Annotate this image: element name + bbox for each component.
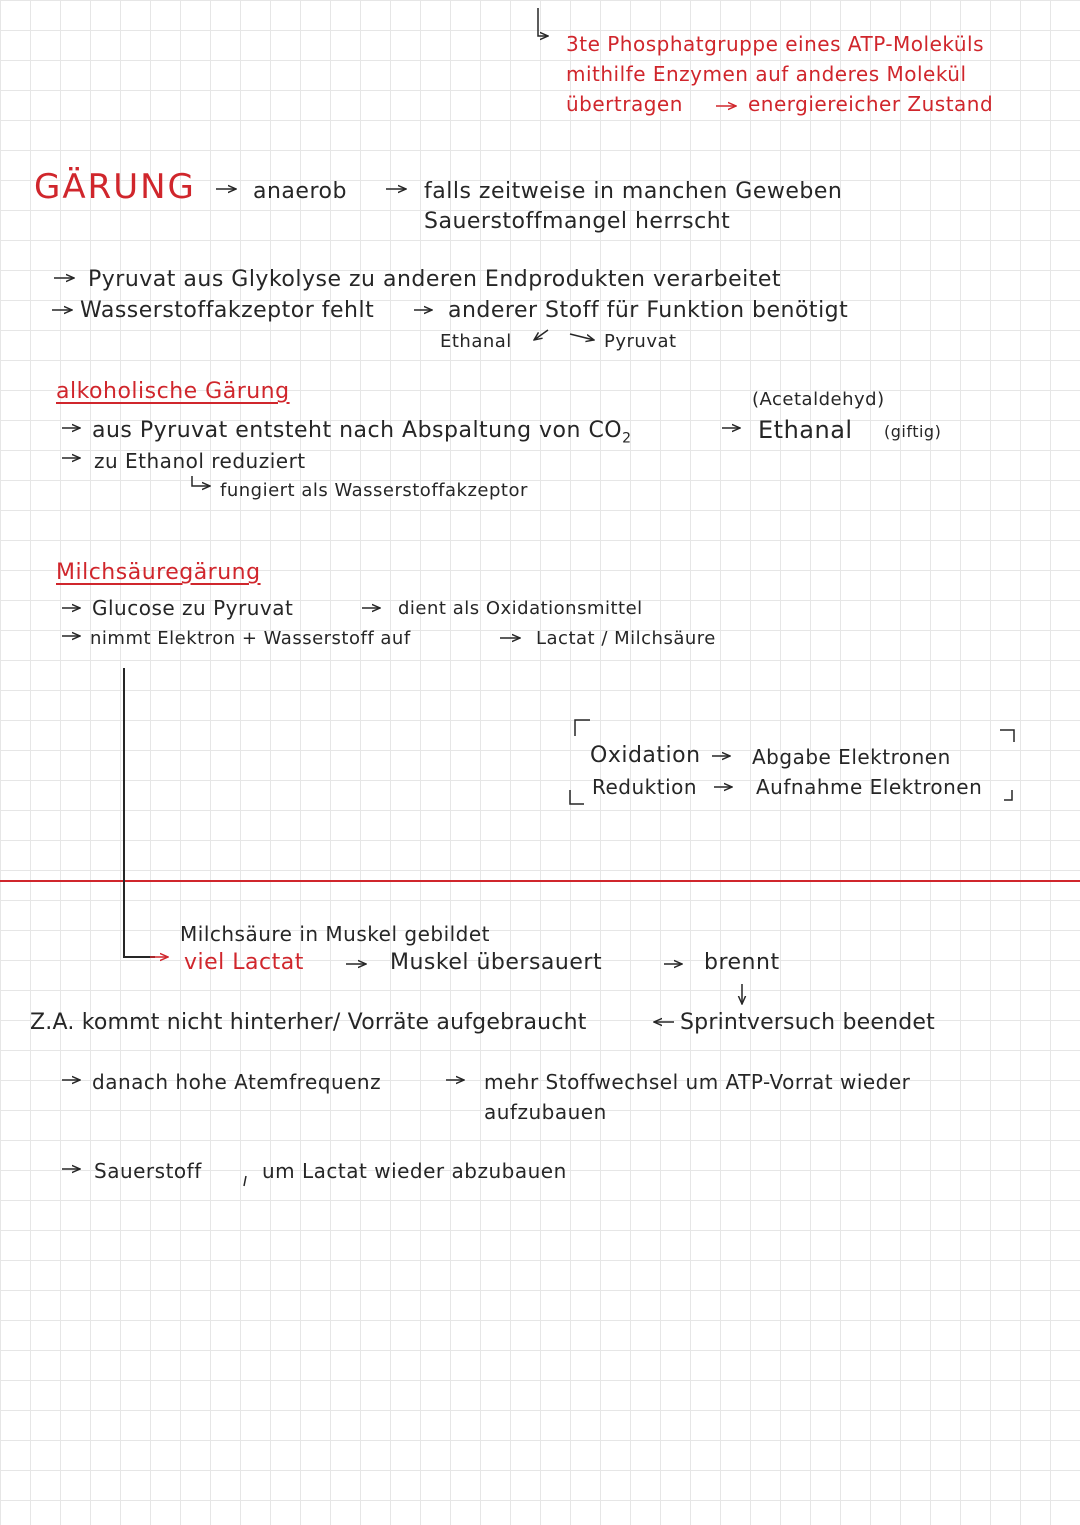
alkohol-line-1-text: aus Pyruvat entsteht nach Abspaltung von CO [92,418,623,443]
acetaldehyd-label: (Acetaldehyd) [752,389,885,410]
top-note-line-2: mithilfe Enzymen auf anderes Molekül [566,62,967,86]
hook-arrow-top [538,8,548,36]
stoffwechsel-line-1: mehr Stoffwechsel um ATP-Vorrat wieder [484,1070,911,1094]
muskel-uebersauert: Muskel übersauert [390,950,603,975]
milch-heading: Milchsäuregärung [56,560,261,585]
top-note-line-1: 3te Phosphatgruppe eines ATP-Moleküls [566,32,985,56]
falls-line-1: falls zeitweise in manchen Geweben [424,179,843,204]
atemfrequenz-line: danach hohe Atemfrequenz [92,1070,382,1094]
bracket-bottom-right [1004,790,1012,800]
milch-line-1a: Glucose zu Pyruvat [92,596,294,620]
bracket-top-right [1000,730,1014,742]
hook-arrow-fungiert [192,476,210,486]
milch-line-1b: dient als Oxidationsmittel [398,598,643,619]
bracket-bottom-left [570,790,584,804]
stoffwechsel-line-2: aufzubauen [484,1100,607,1124]
oxidation-label: Oxidation [590,743,701,768]
sprintversuch: Sprintversuch beendet [680,1010,935,1035]
muskel-line-1: Milchsäure in Muskel gebildet [180,922,491,946]
wasserstoff-line: Wasserstoffakzeptor fehlt [80,298,375,323]
sauerstoff-label: Sauerstoff [94,1159,202,1183]
ethanal-final: Ethanal [758,416,853,444]
alkohol-line-3: fungiert als Wasserstoffakzeptor [220,480,528,501]
alkohol-heading: alkoholische Gärung [56,379,290,404]
brennt-label: brennt [704,950,780,975]
top-note-line-3b: energiereicher Zustand [748,92,994,116]
anderer-stoff-line: anderer Stoff für Funktion benötigt [448,298,849,323]
pyruvat-line: Pyruvat aus Glykolyse zu anderen Endprodukten verarbeitet [88,267,782,292]
milch-line-2b: Lactat / Milchsäure [536,628,716,649]
comma-mark [244,1176,246,1186]
alkohol-line-2: zu Ethanol reduziert [94,449,306,473]
za-line: Z.A. kommt nicht hinterher/ Vorräte aufgebraucht [30,1010,587,1035]
gaerung-title: GÄRUNG [34,167,196,207]
reduktion-label: Reduktion [592,775,698,799]
pyruvat-label: Pyruvat [604,331,677,352]
ethanal-label: Ethanal [440,331,512,352]
giftig-label: (giftig) [884,422,942,441]
lactat-abbau-line: um Lactat wieder abzubauen [262,1159,567,1183]
arrow-to-ethanal [534,330,548,340]
milch-line-2a: nimmt Elektron + Wasserstoff auf [90,628,411,649]
falls-line-2: Sauerstoffmangel herrscht [424,209,731,234]
arrow-to-pyruvat [570,334,594,340]
anaerob-label: anaerob [253,179,347,204]
oxidation-definition: Abgabe Elektronen [752,745,951,769]
top-note-line-3a: übertragen [566,92,683,116]
bracket-top-left [575,720,590,736]
reduktion-definition: Aufnahme Elektronen [756,775,983,799]
co2-subscript: 2 [622,430,632,447]
viel-lactat: viel Lactat [184,950,304,975]
